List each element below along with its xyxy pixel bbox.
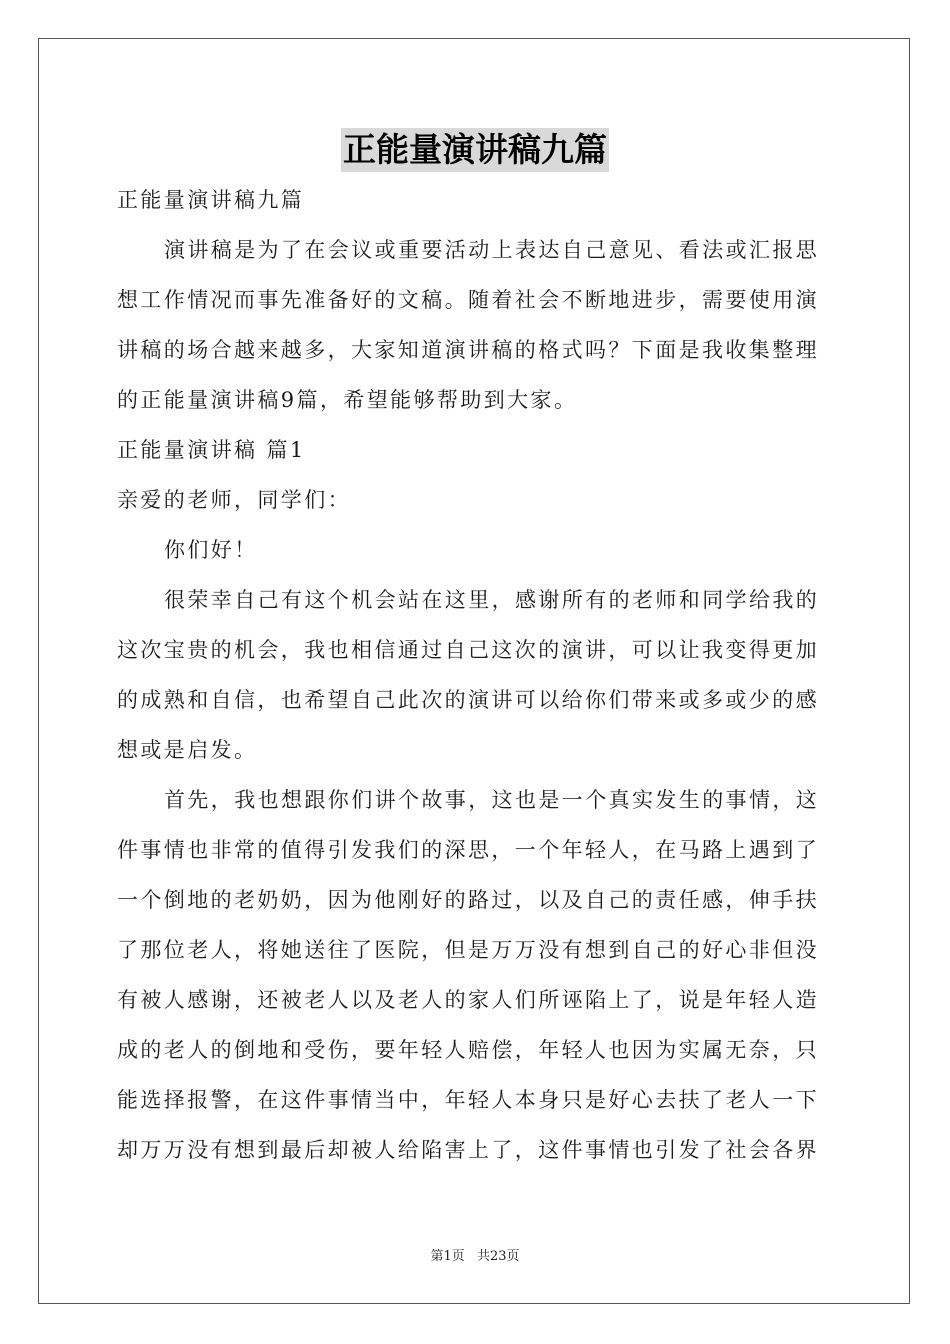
text-line: 的正能量演讲稿9篇，希望能够帮助到大家。: [117, 388, 578, 412]
text-line: 正能量演讲稿九篇: [117, 188, 305, 212]
text-line: 亲爱的老师，同学们：: [117, 488, 351, 512]
text-line: 一个倒地的老奶奶，因为他刚好的路过，以及自己的责任感，伸手扶: [117, 888, 819, 912]
page-total: 共23页: [476, 1249, 520, 1264]
title-container: [0, 128, 950, 172]
text-line: 却万万没有想到最后却被人给陷害上了，这件事情也引发了社会各界: [117, 1138, 819, 1162]
text-line: 成的老人的倒地和受伤，要年轻人赔偿，年轻人也因为实属无奈，只: [117, 1038, 819, 1062]
text-line: 想或是启发。: [117, 738, 258, 762]
text-line: 这次宝贵的机会，我也相信通过自己这次的演讲，可以让我变得更加: [117, 638, 819, 662]
page-footer: [0, 1245, 950, 1264]
text-line: 首先，我也想跟你们讲个故事，这也是一个真实发生的事情，这: [164, 788, 820, 812]
document-title: 正能量演讲稿九篇: [341, 128, 609, 172]
text-line: 想工作情况而事先准备好的文稿。随着社会不断地进步，需要使用演: [117, 288, 819, 312]
text-line: 有被人感谢，还被老人以及老人的家人们所诬陷上了，说是年轻人造: [117, 988, 819, 1012]
text-line: 讲稿的场合越来越多，大家知道演讲稿的格式吗？下面是我收集整理: [117, 338, 819, 362]
text-line: 能选择报警，在这件事情当中，年轻人本身只是好心去扶了老人一下: [117, 1088, 819, 1112]
text-line: 正能量演讲稿 篇1: [117, 438, 306, 462]
text-line: 演讲稿是为了在会议或重要活动上表达自己意见、看法或汇报思: [164, 238, 820, 262]
text-line: 件事情也非常的值得引发我们的深思，一个年轻人，在马路上遇到了: [117, 838, 819, 862]
document-body: [117, 175, 833, 1175]
text-line: 的成熟和自信，也希望自己此次的演讲可以给你们带来或多或少的感: [117, 688, 819, 712]
text-line: 很荣幸自己有这个机会站在这里，感谢所有的老师和同学给我的: [164, 588, 820, 612]
text-line: 了那位老人，将她送往了医院，但是万万没有想到自己的好心非但没: [117, 938, 819, 962]
text-line: 你们好！: [164, 538, 258, 562]
page-number: 第1页: [430, 1249, 465, 1264]
